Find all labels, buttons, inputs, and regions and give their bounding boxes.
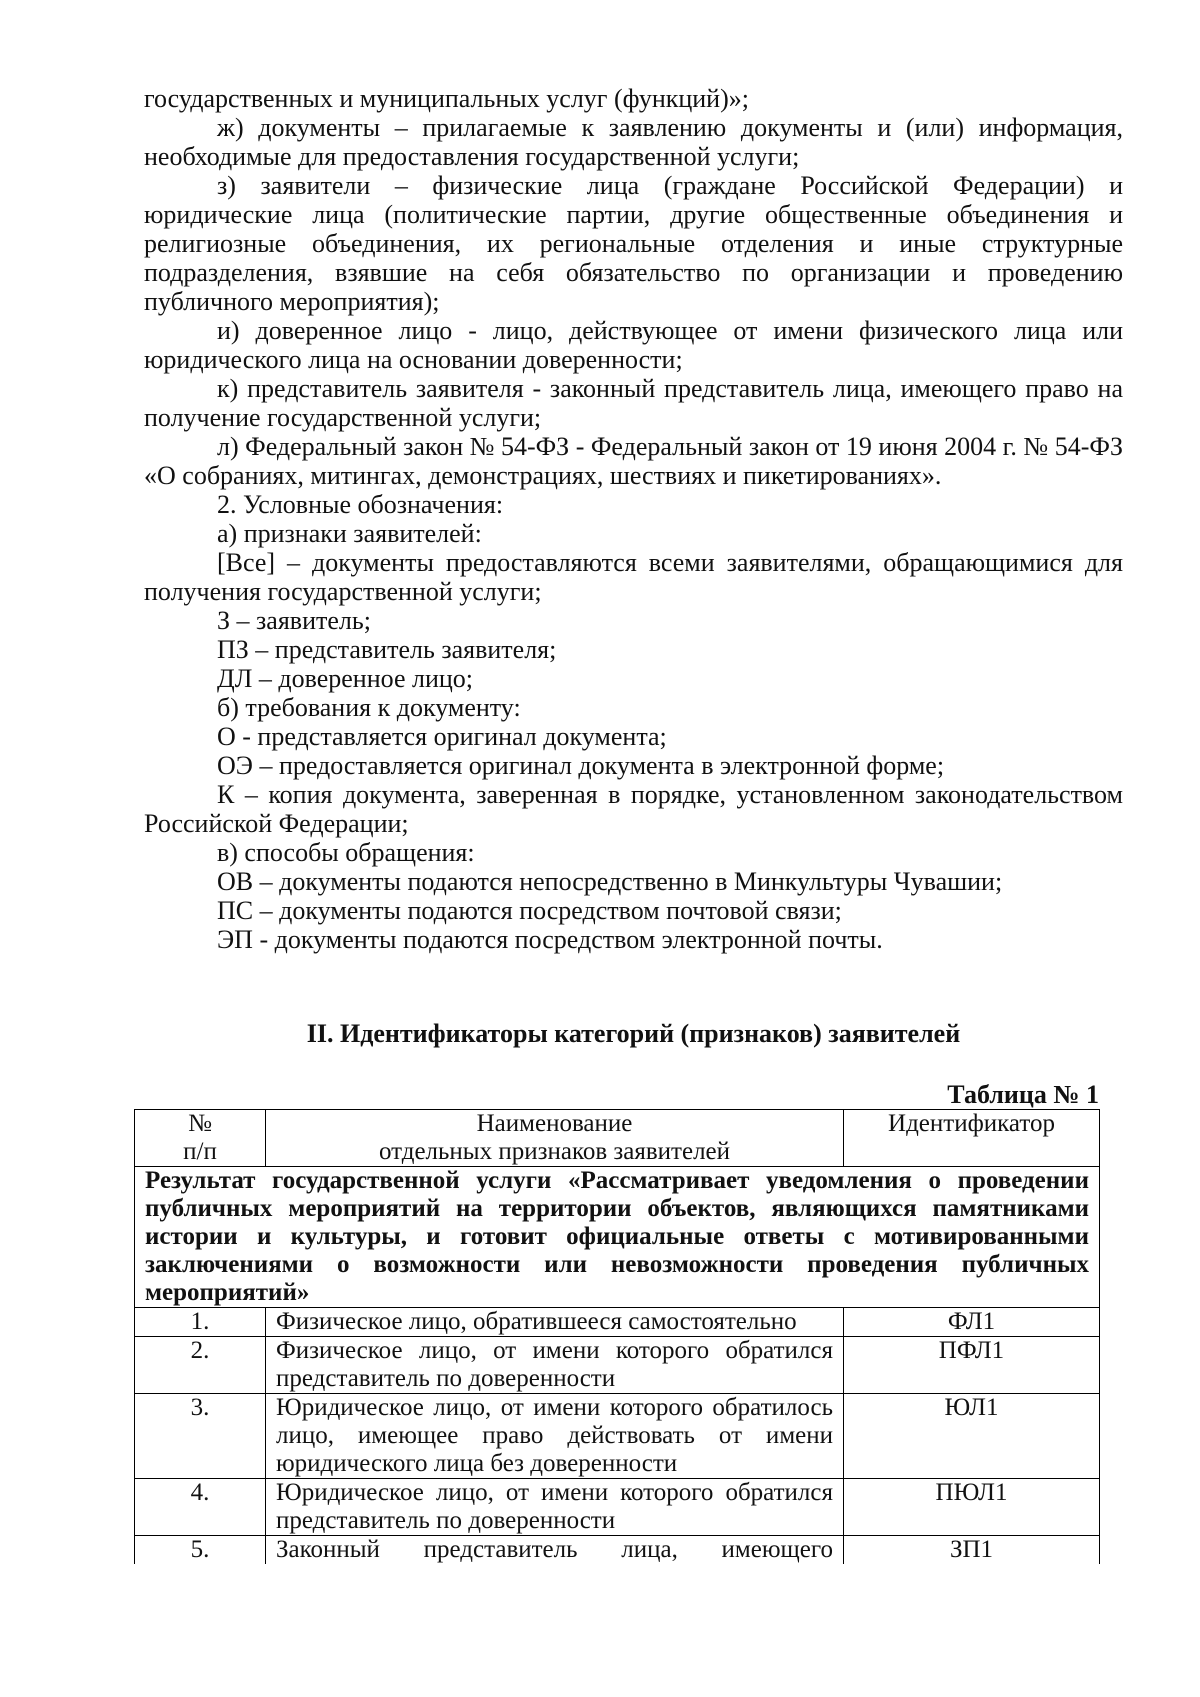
paragraph-legend-heading: 2. Условные обозначения: — [217, 490, 504, 519]
row-id: ЗП1 — [844, 1536, 1100, 1565]
row-num: 4. — [135, 1479, 266, 1536]
row-name: Физическое лицо, от имени которого обратился представитель по доверенности — [266, 1337, 844, 1394]
paragraph-k: к) представитель заявителя - законный представитель лица, имеющего право на получение государственной услуги; — [144, 374, 1123, 432]
row-name: Юридическое лицо, от имени которого обратился представитель по доверенности — [266, 1479, 844, 1536]
row-id: ЮЛ1 — [844, 1394, 1100, 1479]
row-num: 5. — [135, 1536, 266, 1565]
table-row — [135, 1394, 1100, 1479]
paragraph-l: л) Федеральный закон № 54-ФЗ - Федеральный закон от 19 июня 2004 г. № 54-ФЗ «О собраниях, митингах, демонстрациях, шествиях и пикетированиях». — [144, 432, 1123, 490]
table-number: Таблица № 1 — [947, 1080, 1099, 1109]
row-name: Законный представитель лица, имеющего — [266, 1536, 844, 1565]
header-id: Идентификатор — [844, 1110, 1100, 1167]
paragraph-v: в) способы обращения: — [217, 838, 475, 867]
table-header-row — [135, 1110, 1100, 1167]
legend-ps: ПС – документы подаются посредством почтовой связи; — [217, 896, 842, 925]
legend-o: О - представляется оригинал документа; — [217, 722, 667, 751]
legend-k: К – копия документа, заверенная в порядке, установленном законодательством Российской Федерации; — [144, 780, 1123, 838]
table-row — [135, 1337, 1100, 1394]
paragraph-a: а) признаки заявителей: — [217, 519, 482, 548]
row-name: Физическое лицо, обратившееся самостоятельно — [266, 1308, 844, 1337]
paragraph-zh: ж) документы – прилагаемые к заявлению документы и (или) информация, необходимые для предоставления государственной услуги; — [144, 113, 1123, 171]
legend-z: З – заявитель; — [217, 606, 371, 635]
paragraph-continuation: государственных и муниципальных услуг (функций)»; — [144, 84, 749, 113]
header-num — [135, 1110, 266, 1167]
table-row — [135, 1536, 1100, 1565]
legend-dl: ДЛ – доверенное лицо; — [217, 664, 474, 693]
row-num: 1. — [135, 1308, 266, 1337]
table-group-row — [135, 1167, 1100, 1308]
header-num-line2: п/п — [183, 1138, 217, 1165]
paragraph-i: и) доверенное лицо - лицо, действующее от имени физического лица или юридического лица на основании доверенности; — [144, 316, 1123, 374]
row-name: Юридическое лицо, от имени которого обратилось лицо, имеющее право действовать от имени юридического лица без доверенности — [266, 1394, 844, 1479]
legend-oe: ОЭ – предоставляется оригинал документа в электронной форме; — [217, 751, 945, 780]
table-row — [135, 1479, 1100, 1536]
paragraph-z: з) заявители – физические лица (граждане Российской Федерации) и юридические лица (политические партии, другие общественные объединения и религиозные объединения, их региональные отделения и иные структурные подразделения, взявшие на себя обязательство по организации и проведению публичного мероприятия); — [144, 171, 1123, 316]
header-num-line1: № — [188, 1110, 212, 1137]
document-body — [144, 84, 1123, 954]
legend-ov: ОВ – документы подаются непосредственно в Минкультуры Чувашии; — [217, 867, 1003, 896]
paragraph-all: [Все] – документы предоставляются всеми заявителями, обращающимися для получения государственной услуги; — [144, 548, 1123, 606]
section-title: II. Идентификаторы категорий (признаков) заявителей — [306, 1019, 961, 1048]
row-id: ПФЛ1 — [844, 1337, 1100, 1394]
row-num: 3. — [135, 1394, 266, 1479]
header-name-line2: отдельных признаков заявителей — [378, 1138, 731, 1165]
paragraph-b: б) требования к документу: — [217, 693, 521, 722]
header-name-line1: Наименование — [476, 1110, 633, 1137]
header-name — [266, 1110, 844, 1167]
row-id: ПЮЛ1 — [844, 1479, 1100, 1536]
row-id: ФЛ1 — [844, 1308, 1100, 1337]
identifiers-table — [134, 1109, 1100, 1564]
legend-ep: ЭП - документы подаются посредством электронной почты. — [217, 925, 883, 954]
table-row — [135, 1308, 1100, 1337]
row-num: 2. — [135, 1337, 266, 1394]
group-title: Результат государственной услуги «Рассматривает уведомления о проведении публичных мероприятий на территории объектов, являющихся памятниками истории и культуры, и готовит официальные ответы с мотивированными заключениями о возможности или невозможности проведения публичных мероприятий» — [135, 1167, 1100, 1308]
legend-pz: ПЗ – представитель заявителя; — [217, 635, 557, 664]
